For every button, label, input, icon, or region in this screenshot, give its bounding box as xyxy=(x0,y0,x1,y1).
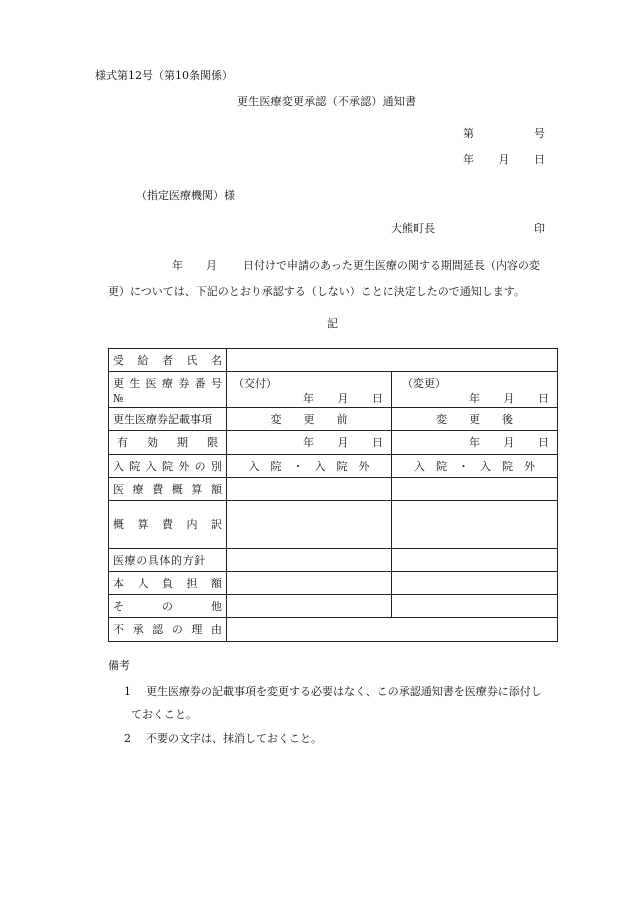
row-card-number xyxy=(109,372,558,408)
body-month: 月 xyxy=(206,259,217,272)
doc-number-prefix: 第 xyxy=(463,127,474,140)
addressee: （指定医療機関）様 xyxy=(136,189,235,202)
inout-label: 入 院 入 院 外 の 別 xyxy=(113,459,222,473)
row-other xyxy=(109,595,558,618)
changed-label: （変更） xyxy=(402,377,446,390)
validity-before-date: 年 月 日 xyxy=(303,436,383,449)
recipient-name-field[interactable] xyxy=(227,349,558,372)
issuer-name: 大熊町長 xyxy=(391,222,435,235)
changed-date: 年 月 日 xyxy=(469,392,549,405)
policy-after-field[interactable] xyxy=(392,549,558,572)
breakdown-after-field[interactable] xyxy=(392,501,558,549)
doc-number-suffix: 号 xyxy=(534,127,545,140)
note-1-continuation: ておくこと。 xyxy=(131,708,197,721)
issued-label: （交付） xyxy=(233,377,277,390)
document-title: 更生医療変更承認（不承認）通知書 xyxy=(237,95,417,108)
row-breakdown xyxy=(109,501,558,549)
burden-after-field[interactable] xyxy=(392,572,558,595)
estimate-label: 医 療 費 概 算 額 xyxy=(113,482,222,496)
card-number-label: 更 生 医 療 券 番 号 xyxy=(113,377,222,390)
card-entries-label: 更生医療券記載事項 xyxy=(113,412,212,426)
rejection-reason-field[interactable] xyxy=(227,618,558,642)
breakdown-label: 概 算 費 内 訳 xyxy=(113,518,222,531)
recipient-name-label: 受 給 者 氏 名 xyxy=(113,353,222,367)
row-inpatient-outpatient xyxy=(109,455,558,478)
form-number: 様式第12号（第10条関係） xyxy=(95,69,233,82)
validity-after-field[interactable] xyxy=(392,431,558,455)
note-2-text: 不要の文字は、抹消しておくこと。 xyxy=(146,732,322,745)
row-policy xyxy=(109,549,558,572)
issued-date: 年 月 日 xyxy=(303,392,383,405)
burden-label: 本 人 負 担 額 xyxy=(113,576,222,590)
card-number-issued-field[interactable] xyxy=(227,372,392,408)
after-change-header: 変 更 後 xyxy=(392,408,558,431)
card-number-changed-field[interactable] xyxy=(392,372,558,408)
row-estimate xyxy=(109,478,558,501)
row-burden xyxy=(109,572,558,595)
burden-before-field[interactable] xyxy=(227,572,392,595)
row-recipient-name xyxy=(109,349,558,372)
policy-label: 医療の具体的方針 xyxy=(113,553,206,567)
inout-before-field[interactable]: 入 院 ・ 入 院 外 xyxy=(227,455,392,478)
breakdown-before-field[interactable] xyxy=(227,501,392,549)
estimate-before-field[interactable] xyxy=(227,478,392,501)
change-approval-table xyxy=(108,348,558,642)
before-change-header: 変 更 前 xyxy=(227,408,392,431)
ki-heading: 記 xyxy=(327,317,338,330)
note-1-text: 更生医療券の記載事項を変更する必要はなく、この承認通知書を医療券に添付し xyxy=(146,685,542,698)
row-rejection-reason xyxy=(109,618,558,642)
doc-date-day: 日 xyxy=(534,153,545,166)
estimate-after-field[interactable] xyxy=(392,478,558,501)
doc-date-year: 年 xyxy=(463,153,474,166)
number-mark: № xyxy=(113,392,124,405)
inout-after-field[interactable]: 入 院 ・ 入 院 外 xyxy=(392,455,558,478)
policy-before-field[interactable] xyxy=(227,549,392,572)
note-2-number: 2 xyxy=(124,732,131,745)
validity-after-date: 年 月 日 xyxy=(469,436,549,449)
other-before-field[interactable] xyxy=(227,595,392,618)
body-line-2: 更）については、下記のとおり承認する（しない）ことに決定したので通知します。 xyxy=(108,285,525,298)
validity-label: 有 効 期 限 xyxy=(117,436,218,449)
rejection-reason-label: 不 承 認 の 理 由 xyxy=(113,623,222,636)
seal-mark: 印 xyxy=(534,222,545,235)
body-year: 年 xyxy=(172,259,183,272)
other-label: そ の 他 xyxy=(113,599,222,613)
validity-before-field[interactable] xyxy=(227,431,392,455)
row-card-entries xyxy=(109,408,558,431)
other-after-field[interactable] xyxy=(392,595,558,618)
doc-date-month: 月 xyxy=(498,153,510,166)
document-number xyxy=(463,128,545,139)
note-1-number: 1 xyxy=(124,685,131,698)
row-validity xyxy=(109,431,558,455)
notes-heading: 備考 xyxy=(108,659,130,672)
body-line-1: 日付けで申請のあった更生医療の関する期間延長（内容の変 xyxy=(243,259,540,272)
document-date xyxy=(463,154,545,165)
